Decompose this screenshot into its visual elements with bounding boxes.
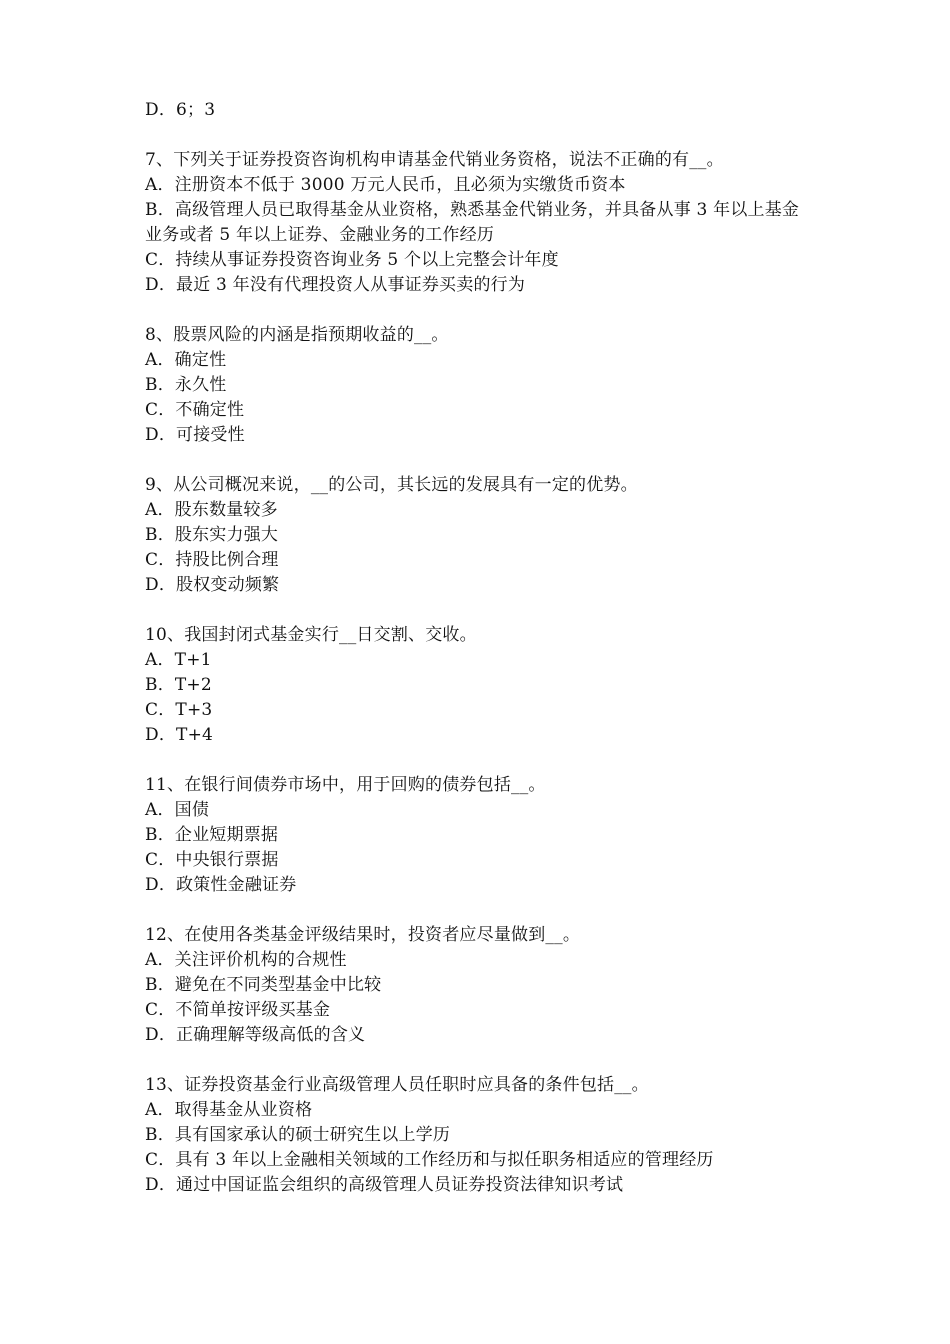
option-c: C．中央银行票据 [145,850,279,870]
question-stem: 7、下列关于证券投资咨询机构申请基金代销业务资格，说法不正确的有__。 [145,150,724,170]
question-13 [145,1073,815,1198]
option-d: D．最近 3 年没有代理投资人从事证券买卖的行为 [145,275,526,295]
option-c: C．具有 3 年以上金融相关领域的工作经历和与拟任职务相适应的管理经历 [145,1150,714,1170]
question-8 [145,323,815,448]
question-11 [145,773,815,898]
question-stem: 12、在使用各类基金评级结果时，投资者应尽量做到__。 [145,925,581,945]
option-b: B．股东实力强大 [145,525,279,545]
document-page [145,98,815,1198]
option-c: C．不确定性 [145,400,245,420]
question-12 [145,923,815,1048]
question-7 [145,148,815,298]
question-stem: 11、在银行间债券市场中，用于回购的债券包括__。 [145,775,546,795]
option-d-previous: D．6；3 [145,100,216,120]
question-stem: 8、股票风险的内涵是指预期收益的__。 [145,325,449,345]
option-a: A．注册资本不低于 3000 万元人民币，且必须为实缴货币资本 [145,175,626,195]
question-stem: 9、从公司概况来说，__的公司，其长远的发展具有一定的优势。 [145,475,638,495]
question-9 [145,473,815,598]
option-b: B．企业短期票据 [145,825,279,845]
option-d: D．可接受性 [145,425,245,445]
option-a: A．确定性 [145,350,227,370]
option-a: A．取得基金从业资格 [145,1100,313,1120]
option-d: D．股权变动频繁 [145,575,280,595]
option-b: B．避免在不同类型基金中比较 [145,975,382,995]
question-stem: 10、我国封闭式基金实行__日交割、交收。 [145,625,477,645]
option-a: A．股东数量较多 [145,500,278,520]
option-d: D．通过中国证监会组织的高级管理人员证券投资法律知识考试 [145,1175,624,1195]
option-b: B．高级管理人员已取得基金从业资格，熟悉基金代销业务，并具备从事 3 年以上基金业务或者 5 年以上证券、金融业务的工作经历 [145,200,800,245]
option-a: A．关注评价机构的合规性 [145,950,347,970]
question-10 [145,623,815,748]
option-b: B．具有国家承认的硕士研究生以上学历 [145,1125,451,1145]
option-c: C．不简单按评级买基金 [145,1000,331,1020]
option-c: C．持股比例合理 [145,550,279,570]
option-d: D．正确理解等级高低的含义 [145,1025,366,1045]
option-b: B．T+2 [145,675,212,695]
option-a: A．国债 [145,800,210,820]
option-c: C．持续从事证券投资咨询业务 5 个以上完整会计年度 [145,250,559,270]
option-c: C．T+3 [145,700,213,720]
option-d: D．T+4 [145,725,214,745]
option-b: B．永久性 [145,375,227,395]
question-stem: 13、证券投资基金行业高级管理人员任职时应具备的条件包括__。 [145,1075,649,1095]
option-d: D．政策性金融证券 [145,875,297,895]
option-a: A．T+1 [145,650,212,670]
